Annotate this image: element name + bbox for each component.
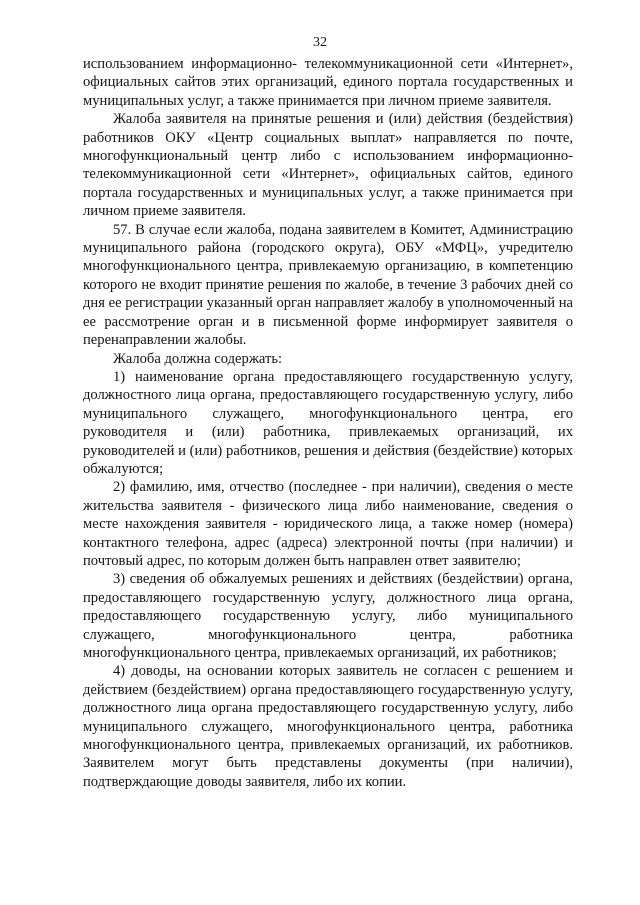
paragraph-continuation: использованием информационно- телекоммуникационной сети «Интернет», официальных сайтов этих организаций, единого портала государственных и муниципальных услуг, а также принимается при личном приеме заявителя.	[83, 56, 573, 109]
list-item-4: 4) доводы, на основании которых заявитель не согласен с решением и действием (бездействием) органа предоставляющего государственную услугу, должностного лица органа предоставляющего государственную услугу, либо муниципального служащего, многофункционального центра, работника многофункционального центра, привлекаемых организаций, их работников. Заявителем могут быть представлены документы (при наличии), подтверждающие доводы заявителя, либо их копии.	[83, 663, 573, 790]
paragraph-complaint-okv: Жалоба заявителя на принятые решения и (или) действия (бездействия) работников ОКУ «Центр социальных выплат» направляется по почте, многофункциональный центр либо с использованием информационно-телекоммуникационной сети «Интернет», официальных сайтов, единого портала государственных и муниципальных услуг, а также принимается при личном приеме заявителя.	[83, 111, 573, 220]
list-item-1: 1) наименование органа предоставляющего государственную услугу, должностного лица органа, предоставляющего государственную услугу, либо муниципального служащего, многофункционального центра, его руководителя и (или) работника, привлекаемых организаций, их руководителей и (или) работников, решения и действия (бездействие) которых обжалуются;	[83, 368, 573, 477]
list-item-3: 3) сведения об обжалуемых решениях и действиях (бездействии) органа, предоставляющего государственную услугу, должностного лица органа, предоставляющего государственную услугу, либо муниципального служащего, многофункционального центра, работника многофункционального центра, привлекаемых организаций, их работников;	[83, 571, 573, 661]
paragraph-complaint-contents-intro: Жалоба должна содержать:	[113, 350, 283, 367]
page-number: 32	[313, 35, 327, 50]
document-body	[83, 55, 573, 791]
paragraph-clause-57: 57. В случае если жалоба, подана заявителем в Комитет, Администрацию муниципального района (городского округа), ОБУ «МФЦ», учредителю многофункционального центра, привлекаемую организацию, в компетенцию которого не входит принятие решения по жалобе, в течение 3 рабочих дней со дня ее регистрации указанный орган направляет жалобу в уполномоченный на ее рассмотрение орган и в письменной форме информирует заявителя о перенаправлении жалобы.	[83, 221, 573, 349]
list-item-2: 2) фамилию, имя, отчество (последнее - при наличии), сведения о месте жительства заявителя - физического лица либо наименование, сведения о месте нахождения заявителя - юридического лица, а также номер (номера) контактного телефона, адрес (адреса) электронной почты (при наличии) и почтовый адрес, по которым должен быть направлен ответ заявителю;	[83, 479, 573, 569]
